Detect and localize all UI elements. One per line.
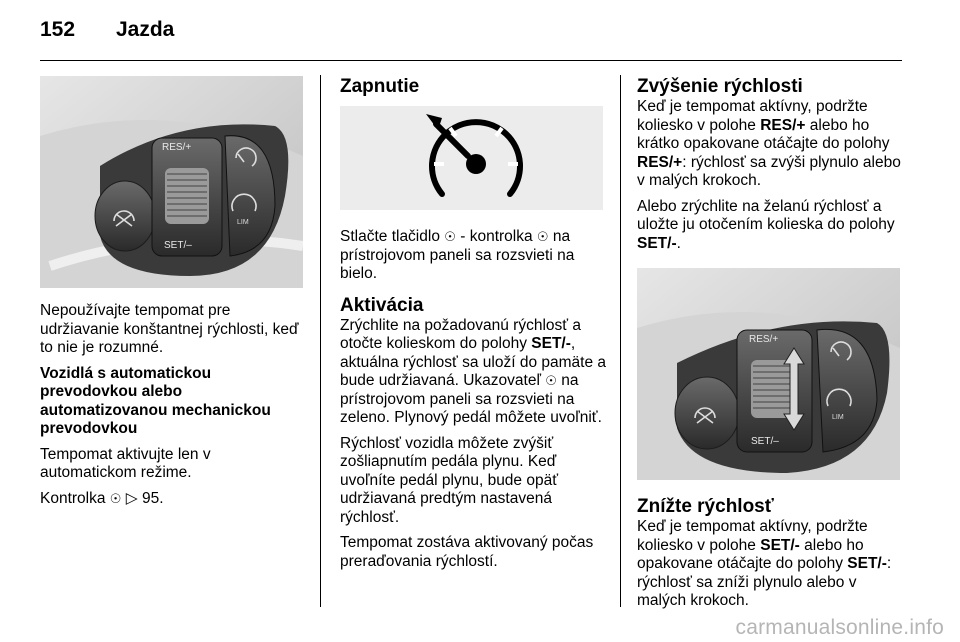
cruise-symbol-panel <box>340 106 603 210</box>
heading-aktivacia: Aktivácia <box>340 294 424 316</box>
paragraph-zapnutie: Stlačte tlačidlo ☉ - kontrolka ☉ na prístrojovom paneli sa rozsvieti na bielo. <box>340 228 575 282</box>
column-3 <box>637 76 905 618</box>
cruise-indicator-icon: ☉ <box>545 373 557 388</box>
header-rule <box>40 60 902 61</box>
paragraph-zvysenie-2: Alebo zrýchlite na želanú rýchlosť a uložte ju otočením kolieska do polohy SET/-. <box>637 197 895 252</box>
set-label: SET/– <box>164 240 192 251</box>
column-1 <box>40 76 308 515</box>
paragraph-gear-shift: Tempomat zostáva aktivovaný počas preraďovania rýchlostí. <box>340 534 594 570</box>
heading-zapnutie: Zapnutie <box>340 76 420 97</box>
page-title: Jazda <box>116 18 175 41</box>
cruise-control-icon <box>340 106 603 210</box>
indicator-label: Kontrolka <box>40 489 106 507</box>
cruise-indicator-icon: ☉ <box>536 229 549 244</box>
page-ref-icon[interactable]: ▷ <box>125 489 138 507</box>
heading-znizte: Znížte rýchlosť <box>637 496 774 517</box>
steering-switch-photo <box>40 76 303 288</box>
cruise-indicator-icon: ☉ <box>444 229 456 244</box>
paragraph-znizte: Keď je tempomat aktívny, podržte koliesko v polohe SET/- alebo ho opakovane otáčajte do polohy SET/-: rýchlosť sa zníži plynulo alebo v malých krokoch. <box>637 518 892 609</box>
column-divider-1 <box>320 75 321 607</box>
paragraph-zvysenie: Keď je tempomat aktívny, podržte koliesko v polohe RES/+ alebo ho krátko opakovane otáčajte do polohy RES/+: rýchlosť sa zvýši plynulo alebo v malých krokoch. <box>637 98 901 189</box>
warning-heading: Vozidlá s automatickou prevodovkou alebo automatizovanou mechanickou prevodovkou <box>40 364 271 437</box>
set-label: SET/– <box>751 436 779 447</box>
res-label: RES/+ <box>749 334 779 345</box>
steering-switch-illustration <box>637 268 900 480</box>
paragraph-indicator-ref <box>40 490 308 509</box>
cruise-indicator-icon: ☉ <box>109 490 122 506</box>
res-label: RES/+ <box>162 142 192 153</box>
lim-label: LIM <box>832 414 844 421</box>
paragraph-warning-usage: Nepoužívajte tempomat pre udržiavanie konštantnej rýchlosti, keď to nie je rozumné. <box>40 302 299 356</box>
steering-switch-illustration <box>40 76 303 288</box>
column-2 <box>340 76 608 578</box>
paragraph-automatic-mode: Tempomat aktivujte len v automatickom režime. <box>40 445 211 481</box>
column-divider-2 <box>620 75 621 607</box>
lim-label: LIM <box>237 219 249 226</box>
paragraph-aktivacia: Zrýchlite na požadovanú rýchlosť a otočte kolieskom do polohy SET/-, aktuálna rýchlosť sa uloží do pamäte a bude udržiavaná. Ukazovateľ ☉ na prístrojovom paneli sa rozsvieti na zeleno. Plynový pedál môžete uvoľniť. <box>340 316 607 426</box>
heading-zvysenie: Zvýšenie rýchlosti <box>637 76 803 97</box>
watermark: carmanualsonline.info <box>735 616 944 639</box>
page-ref-number: 95. <box>142 489 164 507</box>
page-number: 152 <box>40 18 76 41</box>
steering-switch-photo-arrow <box>637 268 900 480</box>
paragraph-accelerate: Rýchlosť vozidla môžete zvýšiť zošliapnutím pedála plynu. Keď uvoľníte pedál plynu, bude opäť udržiavaná predtým nastavená rýchlosť. <box>340 434 559 526</box>
